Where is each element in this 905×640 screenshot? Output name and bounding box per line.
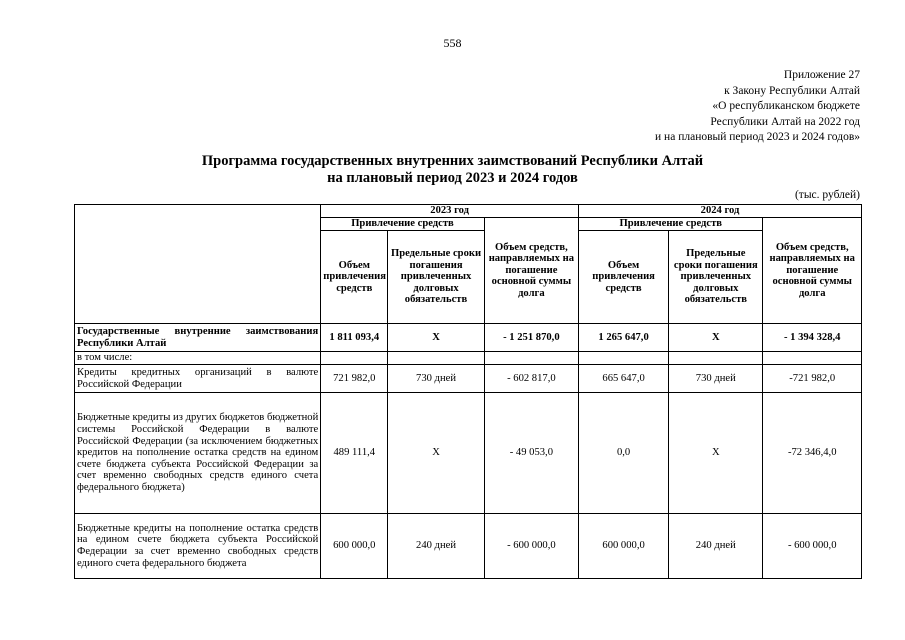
header-raising-2024: Привлечение средств xyxy=(579,218,763,231)
table-row-total xyxy=(75,324,862,352)
header-year-2023: 2023 год xyxy=(321,205,579,218)
row-name: в том числе: xyxy=(75,352,321,365)
appendix-line: и на плановый период 2023 и 2024 годов» xyxy=(655,131,860,143)
cell-2023-term: 730 дней xyxy=(388,365,484,393)
cell-empty xyxy=(484,352,578,365)
appendix-line: Приложение 27 xyxy=(783,69,860,81)
cell-2024-term: X xyxy=(669,393,763,514)
cell-2023-volume: 721 982,0 xyxy=(321,365,388,393)
cell-2023-repay: - 1 251 870,0 xyxy=(484,324,578,352)
cell-2024-volume: 0,0 xyxy=(579,393,669,514)
cell-2024-repay: - 1 394 328,4 xyxy=(763,324,862,352)
header-repayment-2024: Объем средств, направляемых на погашение основной суммы долга xyxy=(763,218,862,324)
cell-2024-volume: 1 265 647,0 xyxy=(579,324,669,352)
table-row xyxy=(75,514,862,579)
cell-2023-volume: 489 111,4 xyxy=(321,393,388,514)
header-volume-2023: Объем привлечения средств xyxy=(321,231,388,324)
cell-2024-volume: 665 647,0 xyxy=(579,365,669,393)
cell-2024-repay: - 600 000,0 xyxy=(763,514,862,579)
document-title xyxy=(0,153,905,187)
table-row xyxy=(75,393,862,514)
cell-2023-repay: - 600 000,0 xyxy=(484,514,578,579)
header-year-2024: 2024 год xyxy=(579,205,862,218)
cell-2023-term: X xyxy=(388,393,484,514)
cell-2024-repay: -72 346,4,0 xyxy=(763,393,862,514)
cell-empty xyxy=(321,352,388,365)
header-repayment-2023: Объем средств, направляемых на погашение основной суммы долга xyxy=(484,218,578,324)
cell-2024-repay: -721 982,0 xyxy=(763,365,862,393)
cell-2024-term: X xyxy=(669,324,763,352)
cell-2023-volume: 1 811 093,4 xyxy=(321,324,388,352)
header-volume-2024: Объем привлечения средств xyxy=(579,231,669,324)
cell-2023-repay: - 49 053,0 xyxy=(484,393,578,514)
header-blank-cell xyxy=(75,205,321,324)
cell-2024-volume: 600 000,0 xyxy=(579,514,669,579)
cell-2023-volume: 600 000,0 xyxy=(321,514,388,579)
row-name: Государственные внутренние заимствования Республики Алтай xyxy=(75,324,321,352)
cell-empty xyxy=(579,352,669,365)
appendix-line: Республики Алтай на 2022 год xyxy=(710,115,860,128)
cell-empty xyxy=(388,352,484,365)
header-row-years xyxy=(75,205,862,218)
title-line: Программа государственных внутренних заимствований Республики Алтай xyxy=(201,153,704,169)
appendix-block xyxy=(655,68,860,146)
cell-2023-repay: - 602 817,0 xyxy=(484,365,578,393)
row-name: Бюджетные кредиты из других бюджетов бюджетной системы Российской Федерации в валюте Российской Федерации (за исключением бюджетных кредитов на пополнение остатка средств на едином счете бюджета субъекта Российской Федерации за счет временно свободных средств единого счета федерального бюджета) xyxy=(75,393,321,514)
cell-2023-term: 240 дней xyxy=(388,514,484,579)
table-row-including xyxy=(75,352,862,365)
cell-2024-term: 730 дней xyxy=(669,365,763,393)
appendix-line: «О республиканском бюджете xyxy=(712,100,860,112)
row-name: Бюджетные кредиты на пополнение остатка средств на едином счете бюджета субъекта Российской Федерации за счет временно свободных средств единого счета федерального бюджета xyxy=(75,514,321,579)
title-line: на плановый период 2023 и 2024 годов xyxy=(327,170,578,186)
header-terms-2023: Предельные сроки погашения привлеченных долговых обязательств xyxy=(388,231,484,324)
cell-2024-term: 240 дней xyxy=(669,514,763,579)
borrowing-program-table xyxy=(74,204,862,579)
units-note: (тыс. рублей) xyxy=(794,189,860,201)
row-name: Кредиты кредитных организаций в валюте Российской Федерации xyxy=(75,365,321,393)
cell-empty xyxy=(669,352,763,365)
cell-empty xyxy=(763,352,862,365)
header-raising-2023: Привлечение средств xyxy=(321,218,484,231)
appendix-line: к Закону Республики Алтай xyxy=(724,84,860,97)
page-number: 558 xyxy=(443,36,462,50)
cell-2023-term: X xyxy=(388,324,484,352)
table-row xyxy=(75,365,862,393)
header-terms-2024: Предельные сроки погашения привлеченных долговых обязательств xyxy=(669,231,763,324)
